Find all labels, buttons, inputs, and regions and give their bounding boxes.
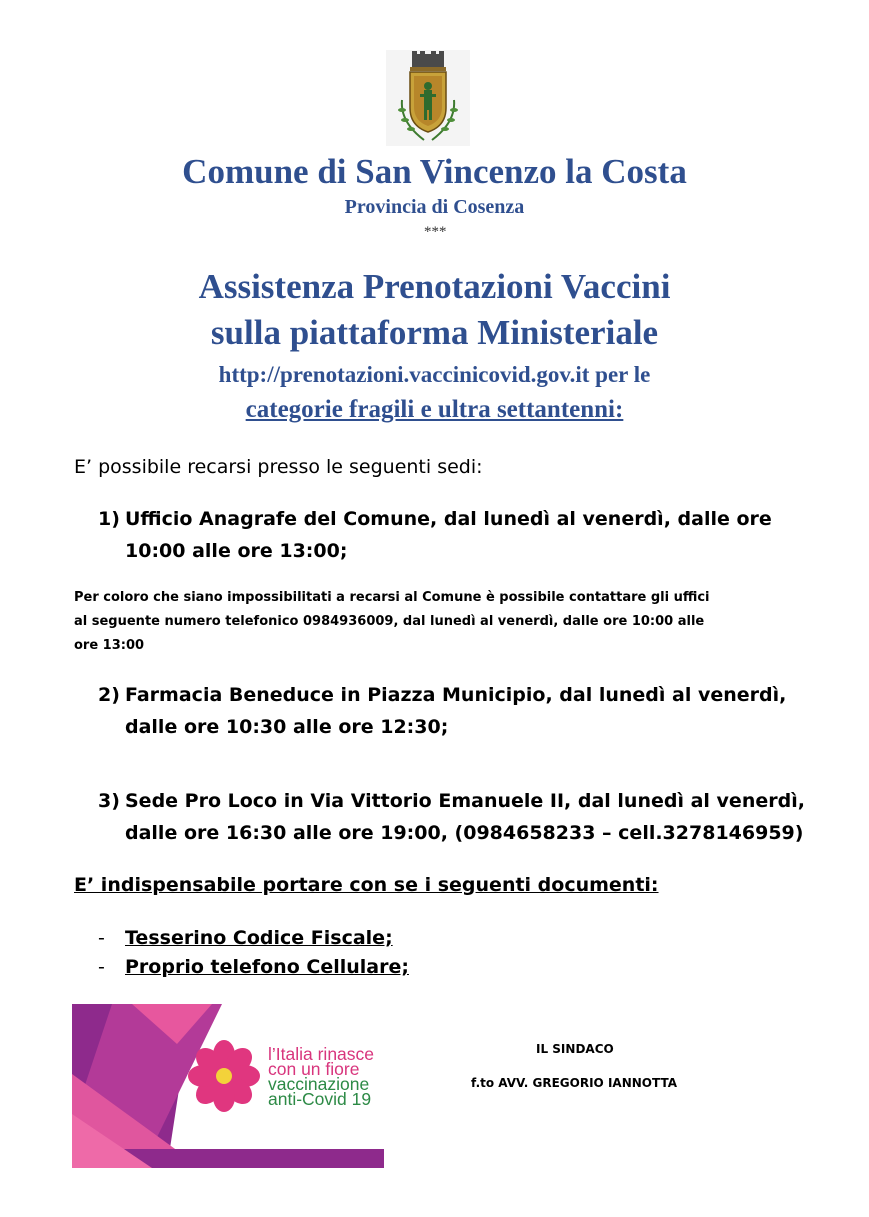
campaign-slogan-line: vaccinazione xyxy=(268,1074,370,1094)
campaign-slogan-line: anti-Covid 19 xyxy=(268,1089,372,1109)
location-number: 3) xyxy=(98,790,120,812)
campaign-slogan-line: l’Italia rinasce xyxy=(268,1044,375,1064)
intro-text: E’ possibile recarsi presso le seguenti sedi: xyxy=(74,456,483,478)
comune-title: Comune di San Vincenzo la Costa xyxy=(182,152,687,191)
flower-icon xyxy=(188,1040,260,1112)
phone-note-line: ore 13:00 xyxy=(74,638,145,653)
location-line: Farmacia Beneduce in Piazza Municipio, dal lunedì al venerdì, xyxy=(125,684,787,706)
location-number: 2) xyxy=(98,684,120,706)
separator-stars: *** xyxy=(423,224,446,240)
signature-name: f.to AVV. GREGORIO IANNOTTA xyxy=(471,1076,677,1090)
documents-heading: E’ indispensabile portare con se i seguenti documenti: xyxy=(74,874,659,896)
list-bullet: - xyxy=(98,927,105,949)
location-line: 10:00 alle ore 13:00; xyxy=(125,540,348,562)
list-bullet: - xyxy=(98,956,105,978)
municipal-crest-icon xyxy=(386,50,470,146)
location-line: Ufficio Anagrafe del Comune, dal lunedì al venerdì, dalle ore xyxy=(125,508,772,530)
provincia-subtitle: Provincia di Cosenza xyxy=(344,196,525,218)
phone-note-line: al seguente numero telefonico 0984936009, dal lunedì al venerdì, dalle ore 10:00 alle xyxy=(74,614,705,629)
location-line: dalle ore 10:30 alle ore 12:30; xyxy=(125,716,449,738)
signature-role: IL SINDACO xyxy=(536,1042,614,1056)
phone-note-line: Per coloro che siano impossibilitati a recarsi al Comune è possibile contattare gli uffici xyxy=(74,590,710,605)
document-item: Proprio telefono Cellulare; xyxy=(125,956,409,978)
categories-heading: categorie fragili e ultra settantenni: xyxy=(245,396,624,423)
booking-url-line: http://prenotazioni.vaccinicovid.gov.it per le xyxy=(218,362,651,387)
location-number: 1) xyxy=(98,508,120,530)
location-line: Sede Pro Loco in Via Vittorio Emanuele II, dal lunedì al venerdì, xyxy=(125,790,805,812)
document-item: Tesserino Codice Fiscale; xyxy=(125,927,393,949)
location-line: dalle ore 16:30 alle ore 19:00, (0984658233 – cell.3278146959) xyxy=(125,822,804,844)
campaign-slogan-line: con un fiore xyxy=(268,1059,360,1079)
main-title-line1: Assistenza Prenotazioni Vaccini xyxy=(198,267,671,306)
main-title-line2: sulla piattaforma Ministeriale xyxy=(210,313,659,352)
